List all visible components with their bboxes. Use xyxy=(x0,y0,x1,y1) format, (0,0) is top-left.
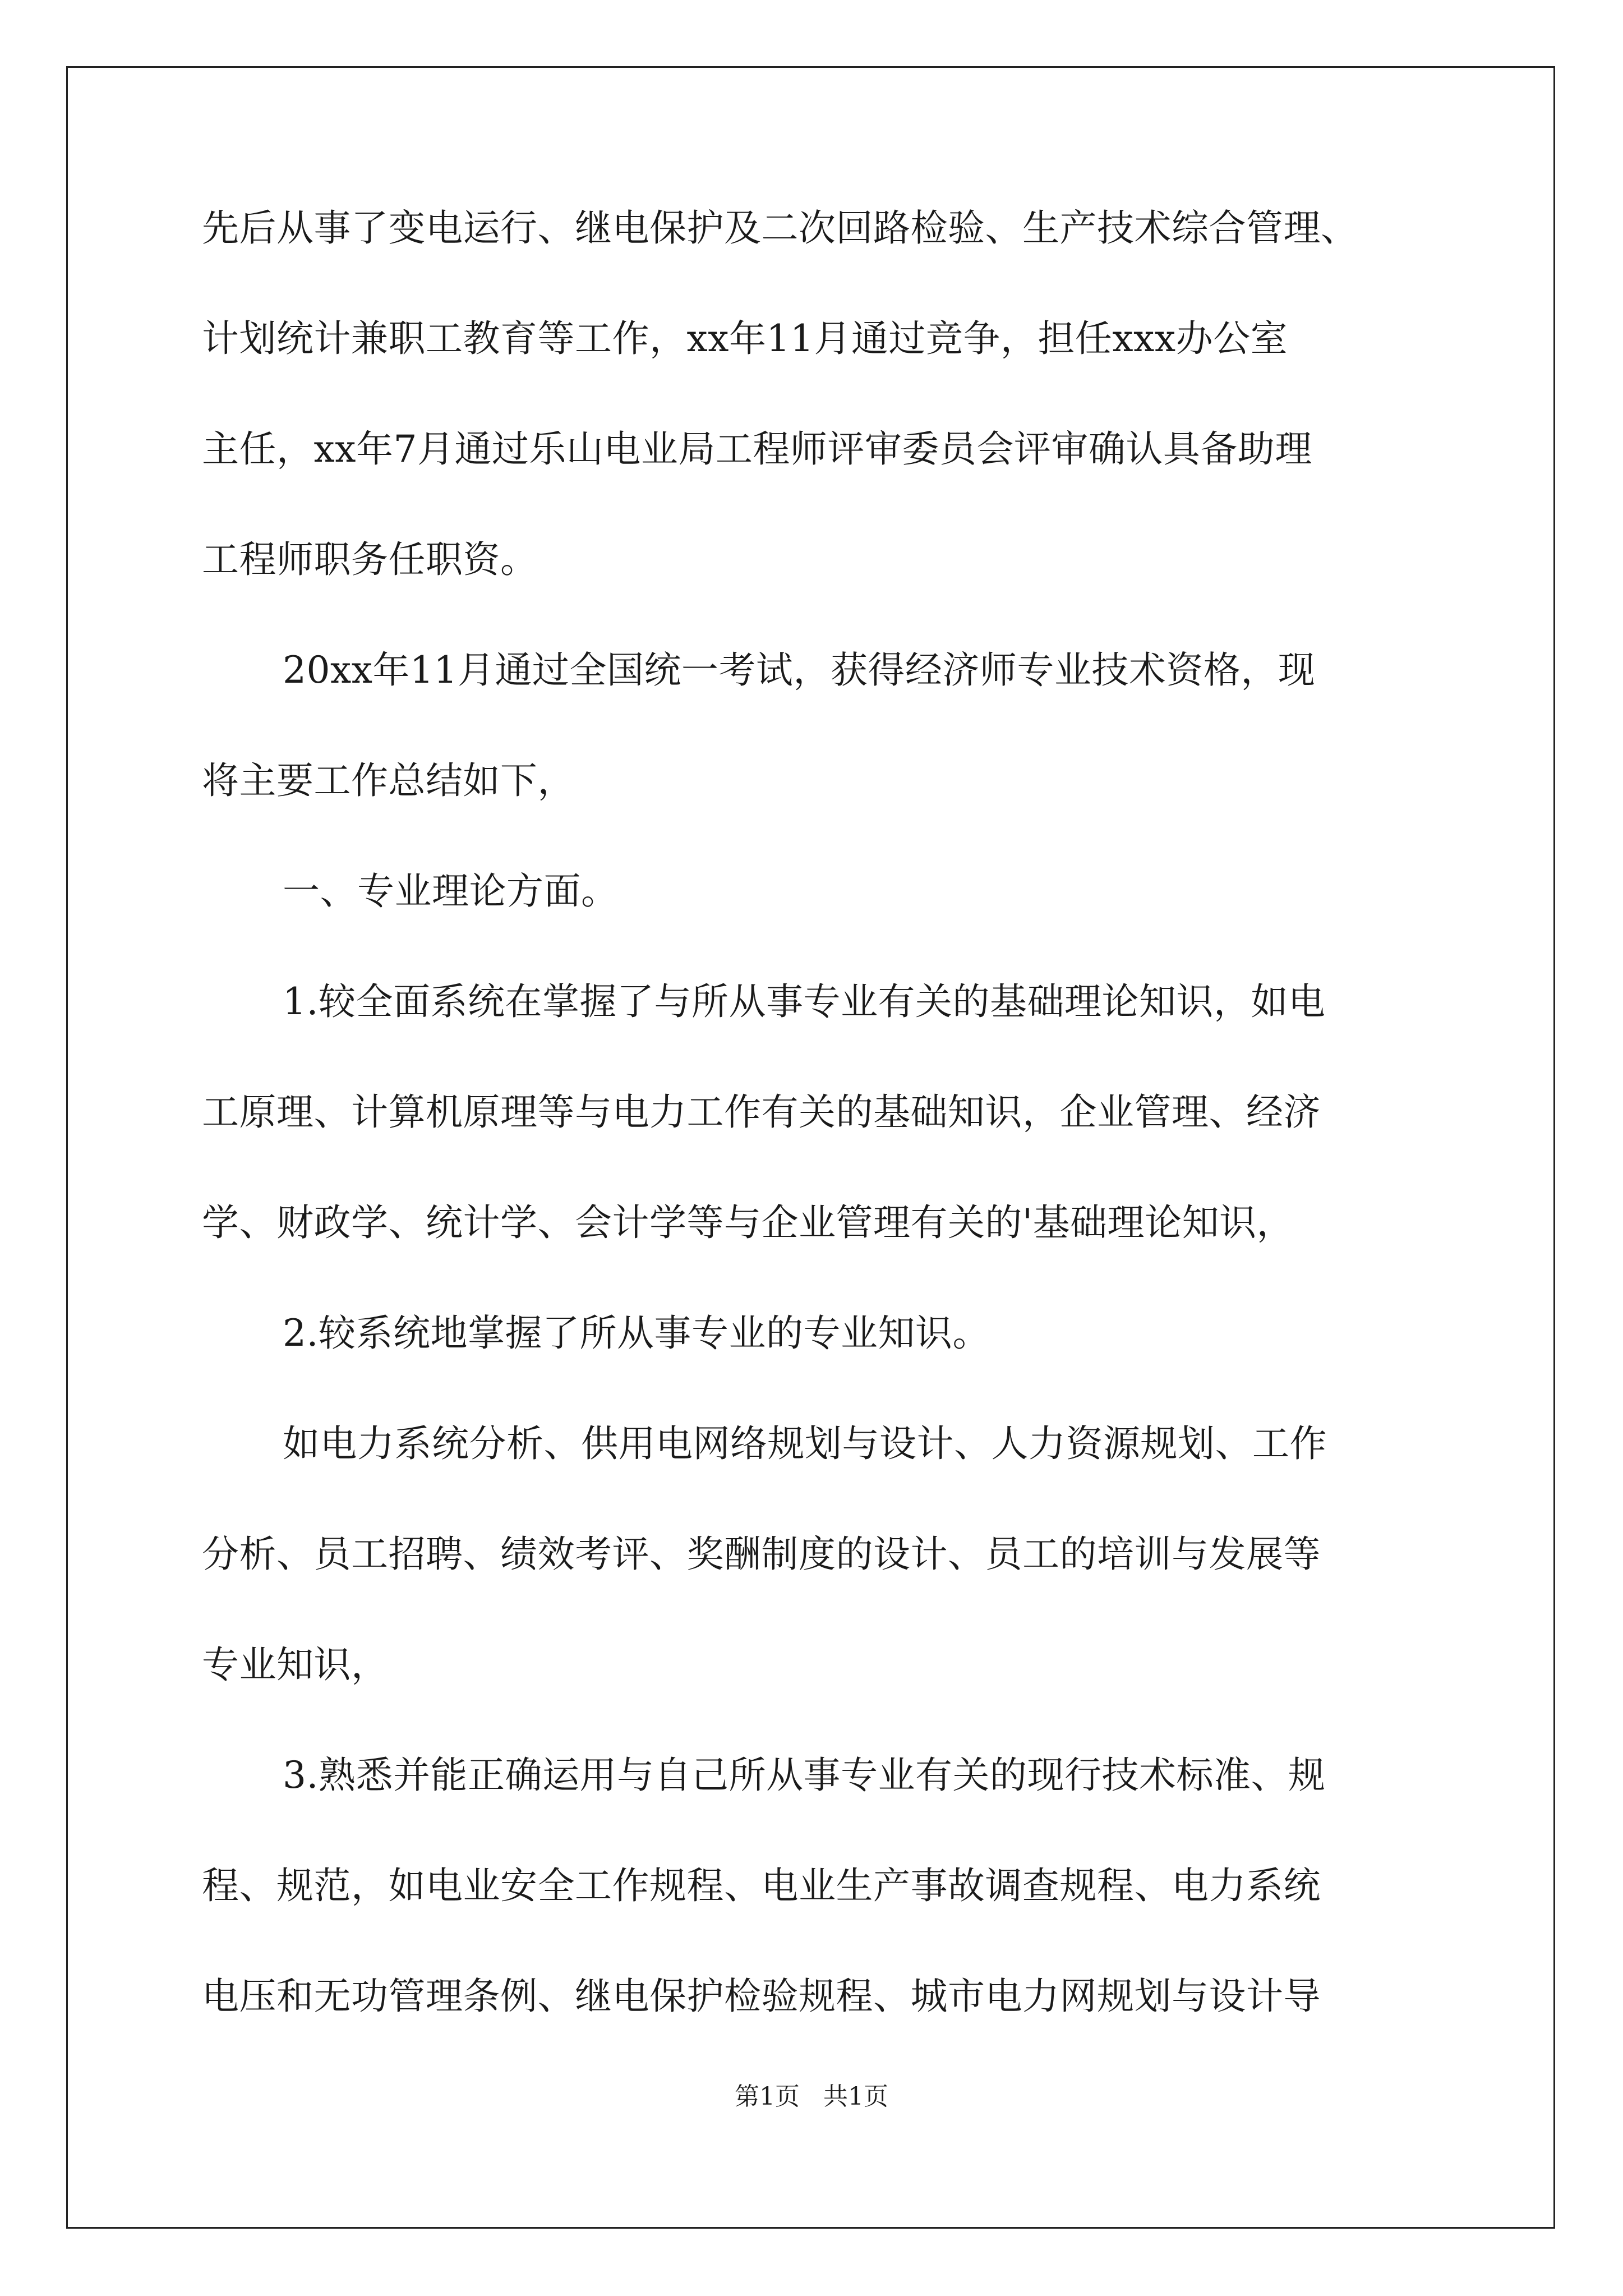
page-total: 共1页 xyxy=(823,2082,888,2111)
text-line: 电压和无功管理条例、继电保护检验规程、城市电力网规划与设计导 xyxy=(202,1975,1321,2018)
text-line: 计划统计兼职工教育等工作，xx年11月通过竞争，担任xxx办公室 xyxy=(202,317,1288,360)
text-line: 学、财政学、统计学、会计学等与企业管理有关的'基础理论知识， xyxy=(202,1201,1294,1244)
text-line: 3.熟悉并能正确运用与自己所从事专业有关的现行技术标准、规 xyxy=(283,1754,1326,1797)
text-line: 专业知识， xyxy=(202,1643,389,1686)
text-line: 工程师职务任职资。 xyxy=(202,538,538,581)
page-footer xyxy=(0,2080,1623,2114)
text-line: 如电力系统分析、供用电网络规划与设计、人力资源规划、工作 xyxy=(283,1422,1327,1465)
text-line: 1.较全面系统在掌握了与所从事专业有关的基础理论知识，如电 xyxy=(283,980,1326,1023)
text-line: 工原理、计算机原理等与电力工作有关的基础知识，企业管理、经济 xyxy=(202,1091,1321,1134)
page-number: 第1页 xyxy=(735,2082,800,2111)
text-line: 程、规范，如电业安全工作规程、电业生产事故调查规程、电力系统 xyxy=(202,1864,1321,1907)
section-heading: 一、专业理论方面。 xyxy=(283,869,619,913)
text-line: 主任，xx年7月通过乐山电业局工程师评审委员会评审确认具备助理 xyxy=(202,427,1312,471)
text-line: 先后从事了变电运行、继电保护及二次回路检验、生产技术综合管理、 xyxy=(202,206,1358,250)
text-line: 将主要工作总结如下， xyxy=(202,759,575,802)
text-line: 分析、员工招聘、绩效考评、奖酬制度的设计、员工的培训与发展等 xyxy=(202,1533,1321,1576)
text-line: 20xx年11月通过全国统一考试，获得经济师专业技术资格，现 xyxy=(283,648,1316,692)
text-line: 2.较系统地掌握了所从事专业的专业知识。 xyxy=(283,1312,990,1355)
